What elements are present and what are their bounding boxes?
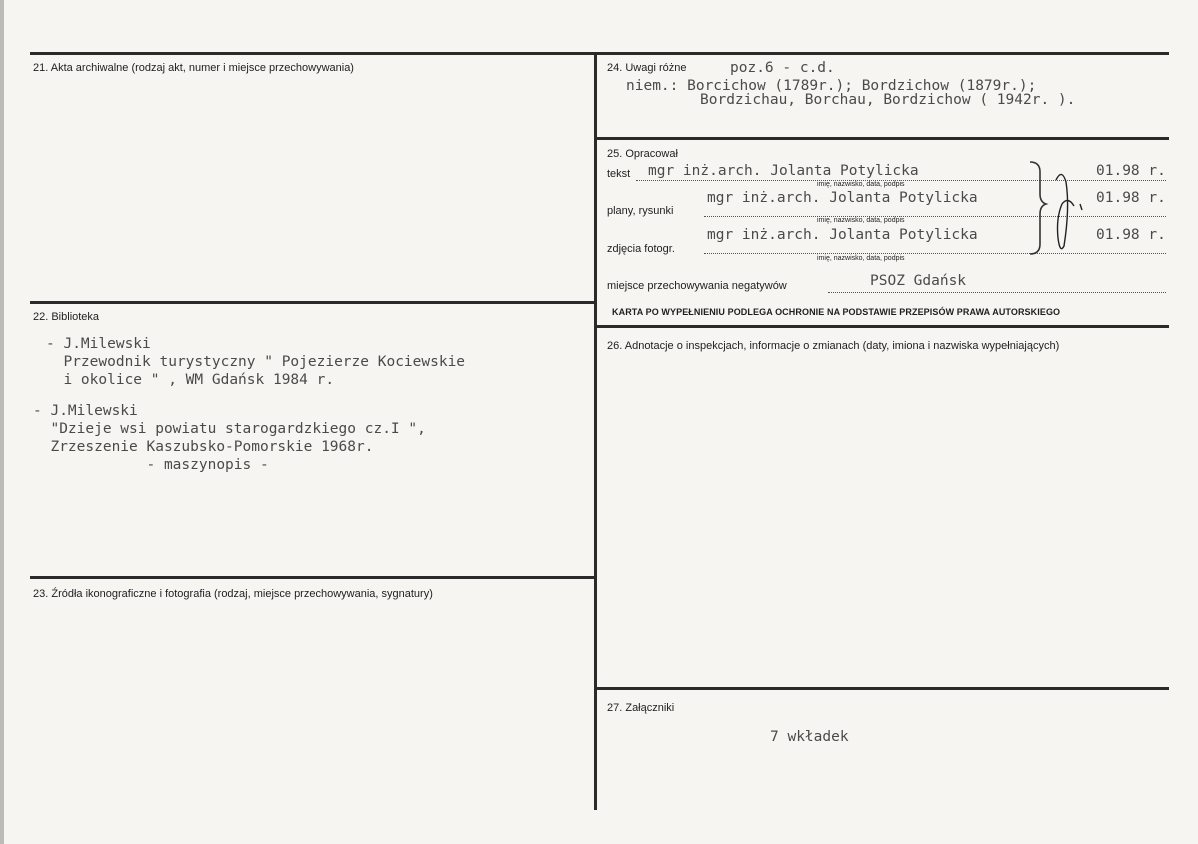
plany-label: plany, rysunki: [607, 205, 674, 217]
library-entry-2-line-4: - maszynopis -: [33, 457, 269, 473]
section-26-label: 26. Adnotacje o inspekcjach, informacje o zmianach (daty, imiona i nazwiska wypełniających): [607, 340, 1060, 352]
attachments-value: 7 wkładek: [770, 729, 849, 745]
tekst-caption: imię, nazwisko, data, podpis: [817, 181, 905, 188]
library-entry-2-line-1: - J.Milewski: [33, 403, 138, 419]
divider-22-23: [30, 576, 596, 579]
divider-25-26: [596, 325, 1169, 328]
remarks-line-2: niem.: Borcichow (1789r.); Bordzichow (1879r.);: [626, 78, 1037, 94]
remarks-line-3: Bordzichau, Borchau, Bordzichow ( 1942r. ).: [700, 92, 1076, 108]
plany-dotted-line: [704, 216, 1166, 217]
remarks-line-1: poz.6 - c.d.: [730, 60, 835, 76]
section-21-label: 21. Akta archiwalne (rodzaj akt, numer i miejsce przechowywania): [33, 62, 354, 74]
section-22-label: 22. Biblioteka: [33, 311, 100, 323]
zdjecia-dotted-line: [704, 253, 1166, 254]
negatywy-label: miejsce przechowywania negatywów: [607, 280, 787, 292]
negatywy-value: PSOZ Gdańsk: [870, 273, 967, 289]
library-entry-2-line-2: "Dzieje wsi powiatu starogardzkiego cz.I ",: [33, 421, 426, 437]
library-entry-1-line-3: i okolice " , WM Gdańsk 1984 r.: [46, 372, 335, 388]
library-entry-1-line-1: - J.Milewski: [46, 336, 151, 352]
divider-21-22: [30, 301, 596, 304]
negatywy-dotted-line: [828, 292, 1166, 293]
zdjecia-label: zdjęcia fotogr.: [607, 243, 675, 255]
divider-center: [594, 52, 597, 810]
library-entry-2-line-3: Zrzeszenie Kaszubsko-Pomorskie 1968r.: [33, 439, 374, 455]
section-23-label: 23. Źródła ikonograficzne i fotografia (rodzaj, miejsce przechowywania, sygnatury): [33, 588, 433, 600]
section-25-label: 25. Opracował: [607, 148, 678, 160]
zdjecia-date-value: 01.98 r.: [1096, 227, 1166, 243]
zdjecia-author-value: mgr inż.arch. Jolanta Potylicka: [707, 227, 978, 243]
divider-top-left: [30, 52, 596, 55]
plany-author-value: mgr inż.arch. Jolanta Potylicka: [707, 190, 978, 206]
plany-date-value: 01.98 r.: [1096, 190, 1166, 206]
section-27-label: 27. Załączniki: [607, 702, 675, 714]
curly-brace-icon: [1030, 162, 1046, 254]
zdjecia-caption: imię, nazwisko, data, podpis: [817, 255, 905, 262]
divider-top-right: [596, 52, 1169, 55]
tekst-author-value: mgr inż.arch. Jolanta Potylicka: [648, 163, 919, 179]
brace-and-signature: [1024, 158, 1094, 258]
signature-mark: [1056, 174, 1082, 248]
divider-26-27: [596, 687, 1169, 690]
tekst-date-value: 01.98 r.: [1096, 163, 1166, 179]
library-entry-1-line-2: Przewodnik turystyczny " Pojezierze Kociewskie: [46, 354, 466, 370]
section-24-label: 24. Uwagi różne: [607, 62, 687, 74]
copyright-notice: KARTA PO WYPEŁNIENIU PODLEGA OCHRONIE NA PODSTAWIE PRZEPISÓW PRAWA AUTORSKIEGO: [612, 307, 1061, 317]
plany-caption: imię, nazwisko, data, podpis: [817, 217, 905, 224]
tekst-label: tekst: [607, 168, 631, 180]
divider-24-25: [596, 137, 1169, 140]
scan-edge: [0, 0, 4, 844]
